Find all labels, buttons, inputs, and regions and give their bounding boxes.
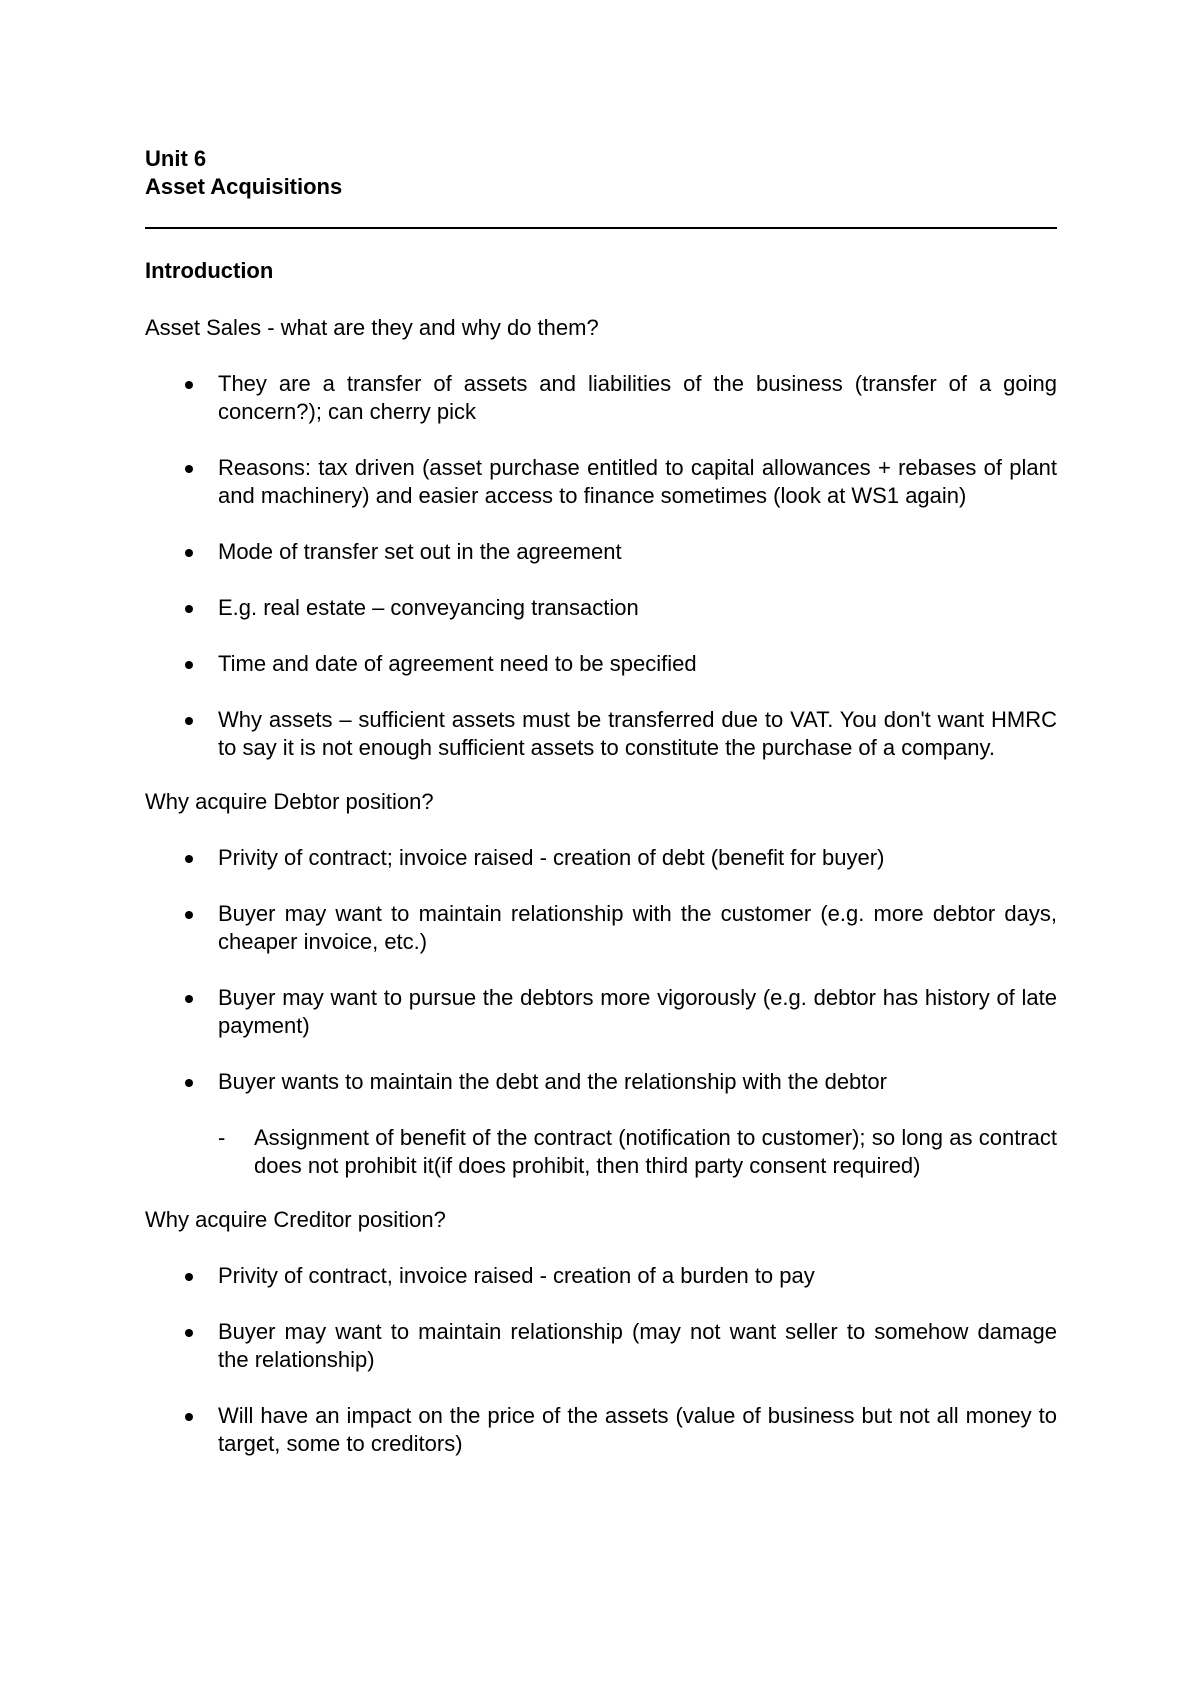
title-divider (145, 227, 1057, 229)
question-asset-sales: Asset Sales - what are they and why do them? (145, 315, 599, 340)
list-item (145, 844, 1057, 872)
list-item-text: Buyer may want to pursue the debtors more vigorously (e.g. debtor has history of late payment) (218, 985, 1057, 1038)
sub-list-item (218, 1124, 1057, 1180)
list-item (145, 594, 1057, 622)
document-page (145, 145, 1057, 1458)
list-item-text: Mode of transfer set out in the agreement (218, 539, 622, 564)
bullet-icon (185, 661, 193, 669)
bullet-icon (185, 605, 193, 613)
dash-marker: - (218, 1125, 226, 1150)
bullet-icon (185, 855, 193, 863)
list-item-text: E.g. real estate – conveyancing transaction (218, 595, 639, 620)
list-item (145, 370, 1057, 426)
bullet-icon (185, 1079, 193, 1087)
list-item-text: They are a transfer of assets and liabilities of the business (transfer of a going concern?); can cherry pick (218, 371, 1057, 424)
bullet-icon (185, 465, 193, 473)
bullet-icon (185, 911, 193, 919)
bullet-icon (185, 1329, 193, 1337)
list-item (145, 984, 1057, 1040)
list-item-text: Buyer wants to maintain the debt and the relationship with the debtor (218, 1069, 887, 1094)
list-item-text: Reasons: tax driven (asset purchase entitled to capital allowances + rebases of plant and machinery) and easier access to finance sometimes (look at WS1 again) (218, 455, 1057, 508)
debtor-sub-list (218, 1124, 1057, 1180)
list-item-text: Will have an impact on the price of the assets (value of business but not all money to target, some to creditors) (218, 1403, 1057, 1456)
asset-sales-list (145, 370, 1057, 762)
list-item (145, 1402, 1057, 1458)
list-item (145, 650, 1057, 678)
list-item-text: Why assets – sufficient assets must be transferred due to VAT. You don't want HMRC to say it is not enough sufficient assets to constitute the purchase of a company. (218, 707, 1057, 760)
debtor-list (145, 844, 1057, 1180)
question-debtor-position: Why acquire Debtor position? (145, 789, 434, 814)
bullet-icon (185, 549, 193, 557)
list-item (145, 1068, 1057, 1180)
question-creditor-position: Why acquire Creditor position? (145, 1207, 446, 1232)
bullet-icon (185, 381, 193, 389)
document-title: Asset Acquisitions (145, 174, 343, 199)
unit-number: Unit 6 (145, 146, 207, 171)
creditor-list (145, 1262, 1057, 1458)
sub-list-item-text: Assignment of benefit of the contract (notification to customer); so long as contract does not prohibit it(if does prohibit, then third party consent required) (254, 1125, 1057, 1178)
list-item (145, 1318, 1057, 1374)
list-item (145, 1262, 1057, 1290)
list-item (145, 706, 1057, 762)
bullet-icon (185, 717, 193, 725)
list-item-text: Buyer may want to maintain relationship (may not want seller to somehow damage the relationship) (218, 1319, 1057, 1372)
list-item-text: Privity of contract; invoice raised - creation of debt (benefit for buyer) (218, 845, 885, 870)
section-heading-introduction: Introduction (145, 258, 274, 283)
bullet-icon (185, 995, 193, 1003)
list-item-text: Privity of contract, invoice raised - creation of a burden to pay (218, 1263, 815, 1288)
list-item-text: Buyer may want to maintain relationship with the customer (e.g. more debtor days, cheaper invoice, etc.) (218, 901, 1057, 954)
list-item-text: Time and date of agreement need to be specified (218, 651, 697, 676)
list-item (145, 900, 1057, 956)
list-item (145, 454, 1057, 510)
bullet-icon (185, 1413, 193, 1421)
bullet-icon (185, 1273, 193, 1281)
list-item (145, 538, 1057, 566)
